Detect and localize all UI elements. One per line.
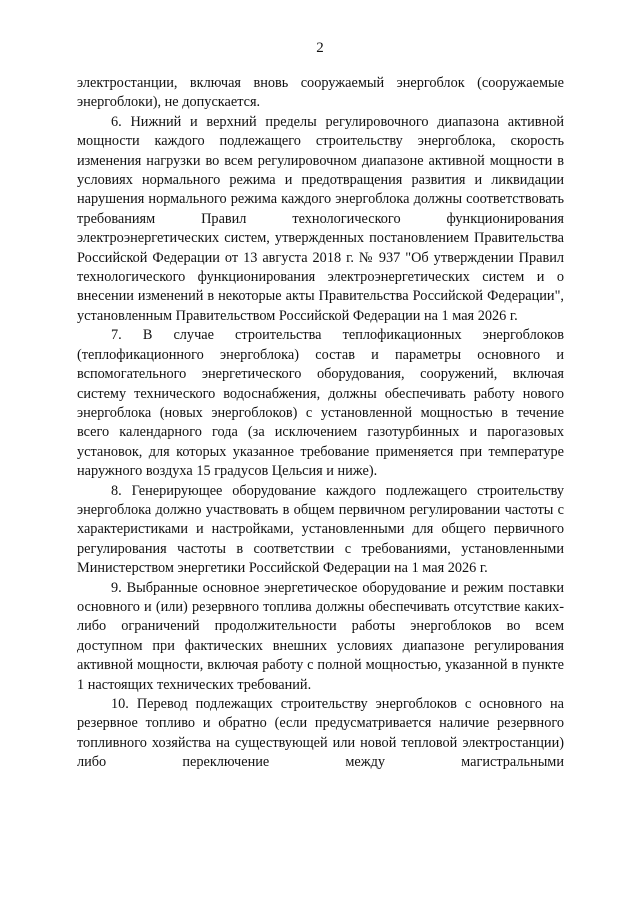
page-number: 2 [316,40,324,56]
paragraph-continuation: электростанции, включая вновь сооружаемый энергоблок (сооружаемые энергоблоки), не допускается. [77,75,564,111]
document-body [77,74,564,773]
paragraph-item-6: 6. Нижний и верхний пределы регулировочного диапазона активной мощности каждого подлежащего строительству энергоблока, скорость изменения нагрузки во всем регулировочном диапазоне активной мощности в условиях нормального режима и предотвращения развития и ликвидации нарушения нормального режима каждого энергоблока должны соответствовать требованиям Правил технологического функционирования электроэнергетических систем, утвержденных постановлением Правительства Российской Федерации от 13 августа 2018 г. № 937 "Об утверждении Правил технологического функционирования электроэнергетических систем и о внесении изменений в некоторые акты Правительства Российской Федерации", установленным Правительством Российской Федерации на 1 мая 2026 г. [77,113,564,324]
paragraph-item-10: 10. Перевод подлежащих строительству энергоблоков с основного на резервное топливо и обратно (если предусматривается наличие резервного топливного хозяйства на существующей или новой тепловой электростанции) либо переключение между магистральными [77,696,564,771]
paragraph-item-7: 7. В случае строительства теплофикационных энергоблоков (теплофикационного энергоблока) состав и параметры основного и вспомогательного энергетического оборудования, сооружений, включая систему технического водоснабжения, должны обеспечивать работу нового энергоблока (новых энергоблоков) с установленной мощностью в течение всего календарного года (за исключением газотурбинных и парогазовых установок, для которых указанное требование применяется при температуре наружного воздуха 15 градусов Цельсия и ниже). [77,327,564,480]
paragraph-item-9: 9. Выбранные основное энергетическое оборудование и режим поставки основного и (или) резервного топлива должны обеспечивать отсутствие каких-либо ограничений продолжительности работы энергоблоков во всем доступном при фактических внешних условиях диапазоне регулирования активной мощности, включая работу с полной мощностью, указанной в пункте 1 настоящих технических требований. [77,579,564,693]
paragraph-item-8: 8. Генерирующее оборудование каждого подлежащего строительству энергоблока должно участвовать в общем первичном регулировании частоты с характеристиками и настройками, установленными для общего первичного регулирования частоты в соответствии с требованиями, установленными Министерством энергетики Российской Федерации на 1 мая 2026 г. [77,482,564,577]
